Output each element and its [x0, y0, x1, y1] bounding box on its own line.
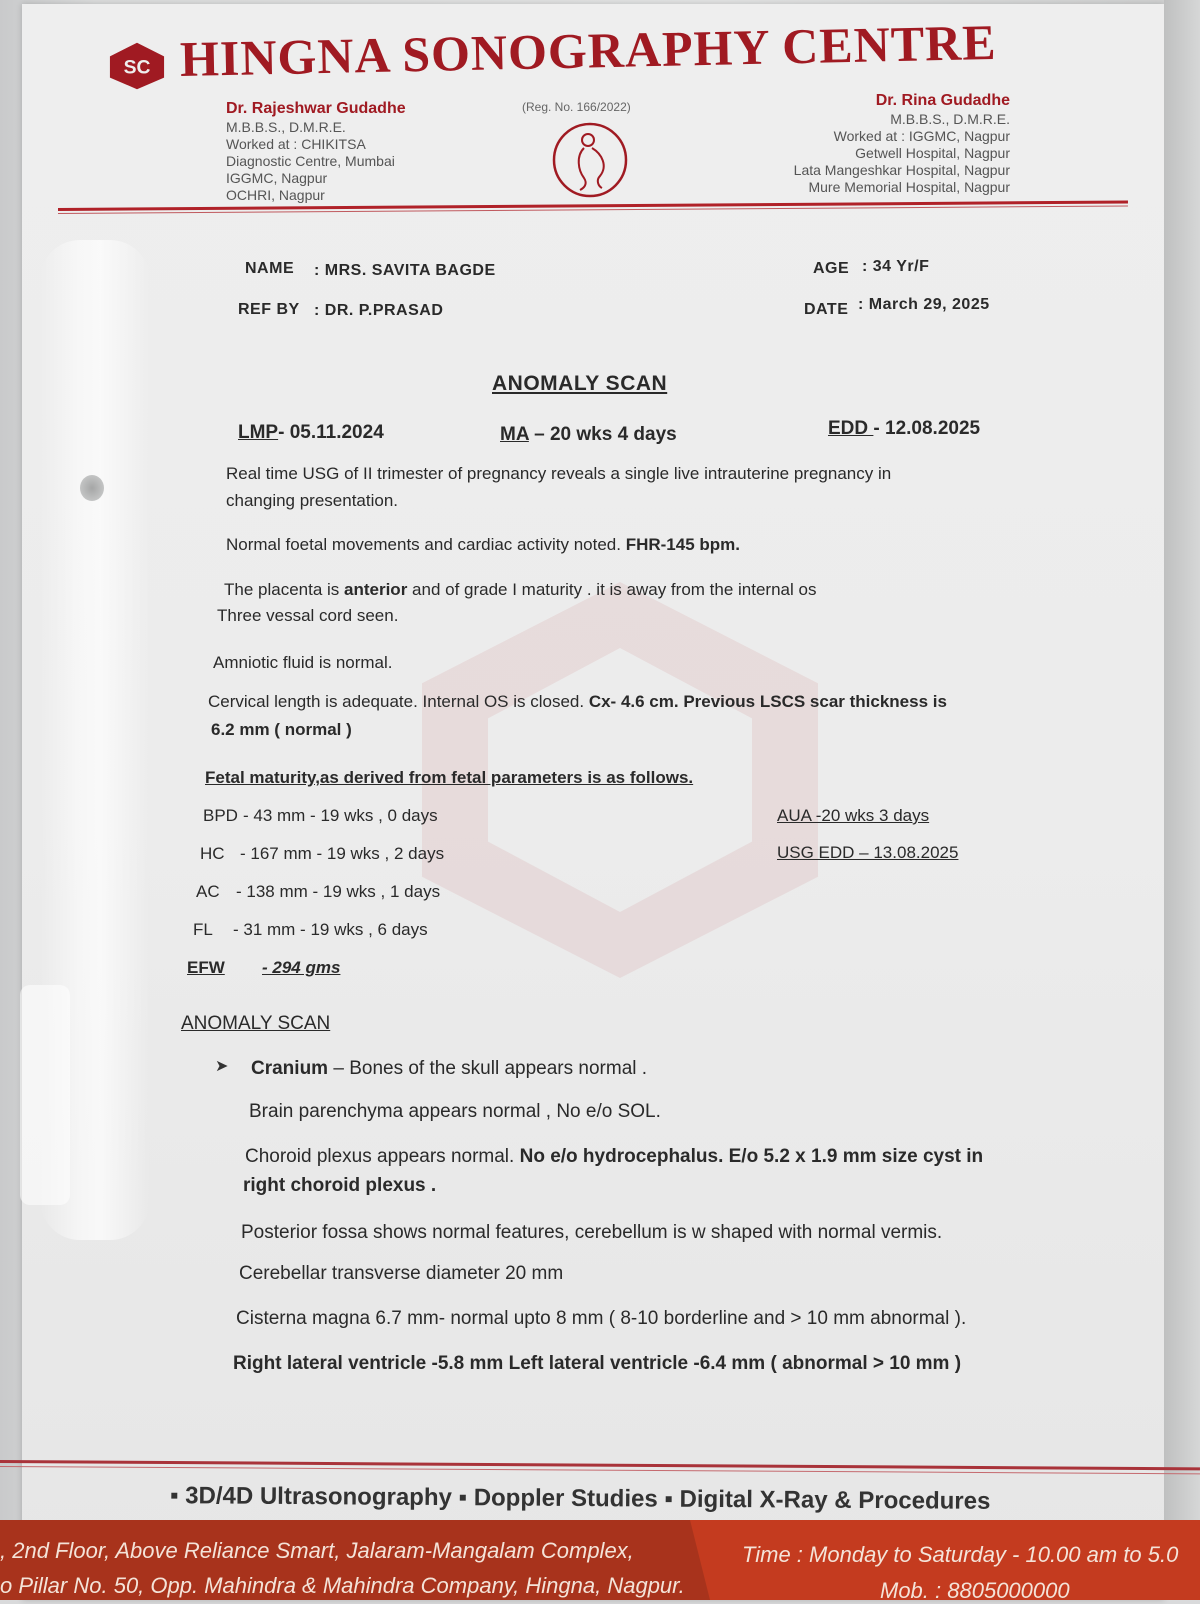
age-label: AGE [813, 260, 850, 277]
foetal-activity [226, 535, 740, 555]
edd-row [828, 418, 980, 440]
biometry-row [200, 844, 444, 864]
efw-row [187, 958, 340, 978]
cisterna-line: Cisterna magna 6.7 mm- normal upto 8 mm ( 8-10 borderline and > 10 mm abnormal ). [236, 1308, 967, 1329]
placenta-text: The placenta is [224, 580, 345, 599]
ma-row [500, 424, 677, 446]
doctor-left-line: Diagnostic Centre, Mumbai [226, 153, 395, 169]
biometry-param: AC [196, 882, 220, 901]
efw-label: EFW [187, 958, 225, 977]
registration-number: (Reg. No. 166/2022) [522, 100, 631, 114]
ref-doctor: : DR. P.PRASAD [314, 302, 444, 319]
punch-hole [80, 475, 104, 501]
fhr-value: FHR-145 bpm. [625, 535, 740, 554]
usg-edd-value: USG EDD – 13.08.2025 [777, 843, 959, 862]
glare-clip [20, 985, 70, 1205]
efw-value: - 294 gms [262, 958, 341, 977]
biometry-value: - 138 mm - 19 wks , 1 days [236, 882, 441, 901]
doctor-right-line: Worked at : IGGMC, Nagpur [833, 128, 1010, 144]
choroid-line [245, 1146, 983, 1168]
mobile-line: Mob. : 8805000000 [880, 1578, 1070, 1603]
sheet-edge [1164, 0, 1200, 1600]
placenta-position: anterior [344, 580, 408, 599]
biometry-param: HC [200, 844, 225, 863]
lmp-row [238, 422, 384, 444]
doctor-left-line: OCHRI, Nagpur [226, 187, 325, 203]
edd-label: EDD [828, 418, 874, 439]
address-line: , 2nd Floor, Above Reliance Smart, Jalaram-Mangalam Complex, [0, 1538, 634, 1563]
ma-value: – 20 wks 4 days [528, 424, 677, 445]
cranium-label: Cranium [251, 1058, 329, 1079]
doctor-right-name: Dr. Rina Gudadhe [875, 92, 1010, 109]
svg-text:SC: SC [123, 57, 151, 79]
maturity-heading: Fetal maturity,as derived from fetal parameters is as follows. [205, 768, 694, 787]
ref-label: REF BY [238, 301, 300, 318]
biometry-row [196, 882, 440, 902]
aua-value: AUA -20 wks 3 days [777, 806, 930, 825]
doctor-left-block [226, 100, 486, 204]
findings-line: Real time USG of II trimester of pregnancy reveals a single live intrauterine pregnancy in [226, 464, 892, 483]
cervical-line [208, 692, 947, 712]
patient-name: : MRS. SAVITA BAGDE [314, 262, 496, 279]
doctor-right-line: M.B.B.S., D.M.R.E. [890, 111, 1010, 127]
address-line: o Pillar No. 50, Opp. Mahindra & Mahindra Company, Hingna, Nagpur. [0, 1573, 685, 1598]
edd-value: - 12.08.2025 [873, 418, 981, 439]
ctd-line: Cerebellar transverse diameter 20 mm [239, 1263, 564, 1284]
choroid-finding: No e/o hydrocephalus. E/o 5.2 x 1.9 mm size cyst in [519, 1146, 984, 1167]
biometry-param: BPD [203, 806, 238, 825]
biometry-value: - 31 mm - 19 wks , 6 days [233, 920, 428, 939]
scar-thickness: 6.2 mm ( normal ) [211, 720, 352, 739]
doctor-left-name: Dr. Rajeshwar Gudadhe [226, 100, 406, 117]
biometry-param: FL [193, 920, 213, 939]
brain-line: Brain parenchyma appears normal , No e/o SOL. [249, 1101, 661, 1122]
centre-name: HINGNA SONOGRAPHY CENTRE [179, 13, 998, 87]
timing-line: Time : Monday to Saturday - 10.00 am to 5.0 [742, 1542, 1179, 1567]
cervical-measure: Cx- 4.6 cm. Previous LSCS scar thickness is [588, 692, 947, 711]
doctor-left-line: IGGMC, Nagpur [226, 170, 328, 186]
report-title: ANOMALY SCAN [492, 372, 668, 395]
bullet-arrow-icon: ➤ [215, 1058, 229, 1075]
biometry-value: - 43 mm - 19 wks , 0 days [243, 806, 438, 825]
doctor-left-line: M.B.B.S., D.M.R.E. [226, 119, 346, 135]
cranium-text: – Bones of the skull appears normal . [328, 1058, 648, 1079]
biometry-value: - 167 mm - 19 wks , 2 days [240, 844, 445, 863]
doctor-right-line: Lata Mangeshkar Hospital, Nagpur [793, 162, 1010, 178]
findings-line: changing presentation. [226, 491, 399, 510]
choroid-text: Choroid plexus appears normal. [245, 1146, 520, 1167]
lmp-label: LMP [238, 422, 279, 443]
doctor-right-block [700, 92, 1010, 196]
posterior-fossa-line: Posterior fossa shows normal features, cerebellum is w shaped with normal vermis. [241, 1222, 943, 1243]
centre-logo-icon [108, 40, 166, 92]
name-label: NAME [245, 260, 295, 277]
ventricles-line: Right lateral ventricle -5.8 mm Left lateral ventricle -6.4 mm ( abnormal > 10 mm ) [233, 1353, 962, 1374]
services-list: ▪ 3D/4D Ultrasonography ▪ Doppler Studies ▪ Digital X-Ray & Procedures [169, 1482, 991, 1515]
placenta-text-2: and of grade I maturity . it is away from the internal os [407, 580, 817, 599]
doctor-left-line: Worked at : CHIKITSA [226, 136, 366, 152]
cord-line: Three vessal cord seen. [217, 606, 399, 625]
doctor-right-line: Getwell Hospital, Nagpur [855, 145, 1010, 161]
biometry-row [203, 806, 438, 826]
patient-age: : 34 Yr/F [862, 258, 930, 275]
choroid-line-2: right choroid plexus . [243, 1175, 437, 1196]
date-label: DATE [804, 301, 849, 318]
foetal-activity-text: Normal foetal movements and cardiac activity noted. [226, 535, 626, 554]
cranium-line [251, 1058, 647, 1080]
pregnancy-emblem-icon [550, 120, 630, 200]
anomaly-heading: ANOMALY SCAN [181, 1013, 331, 1034]
biometry-row [193, 920, 428, 940]
report-date: : March 29, 2025 [858, 296, 990, 313]
placenta-line [224, 580, 816, 600]
amniotic-line: Amniotic fluid is normal. [213, 653, 393, 672]
doctor-right-line: Mure Memorial Hospital, Nagpur [808, 179, 1010, 195]
cervical-text: Cervical length is adequate. Internal OS is closed. [208, 692, 589, 711]
ma-label: MA [500, 424, 529, 445]
lmp-value: - 05.11.2024 [278, 422, 384, 443]
